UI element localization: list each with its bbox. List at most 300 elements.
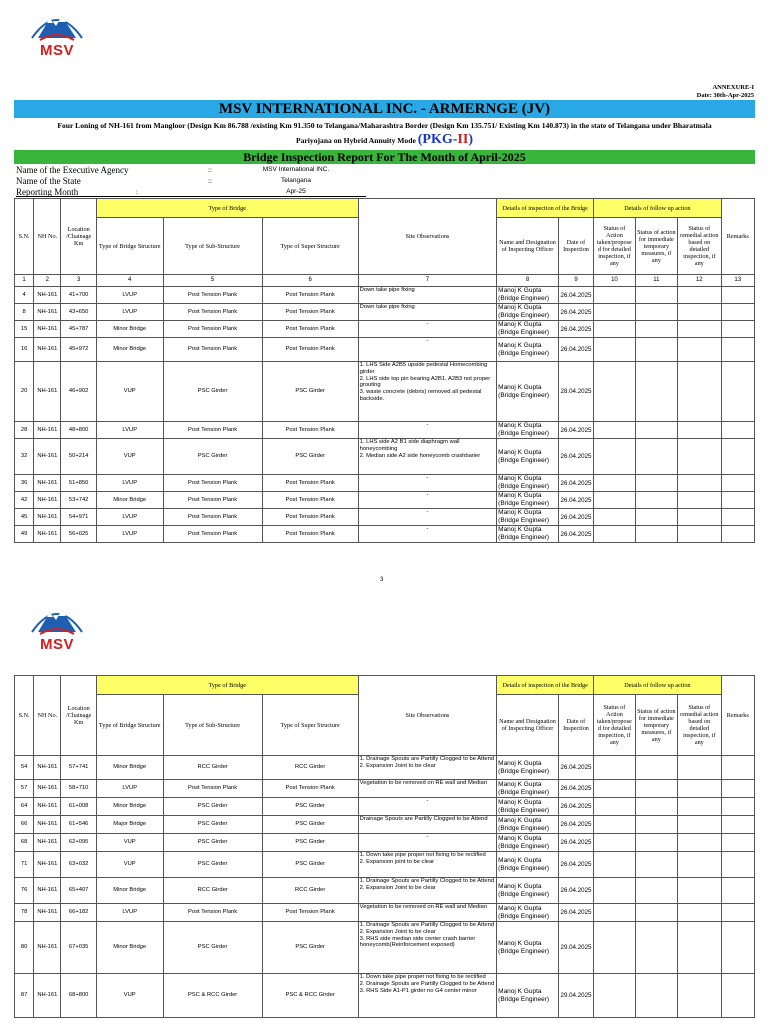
inspecting-officer-cell	[497, 974, 559, 1018]
col-followup: Details of follow up action	[594, 199, 721, 218]
site-observation-cell	[358, 816, 496, 834]
status-detailed-cell	[594, 362, 635, 422]
inspecting-officer-cell	[497, 816, 559, 834]
observation-line: 2. LHS side top pin bearing A2B1, A2B3 not proper grouting	[359, 375, 491, 389]
inspecting-officer-cell	[497, 338, 559, 362]
site-observation-cell	[358, 756, 496, 780]
observation-line: -	[426, 526, 429, 532]
site-observation-cell	[358, 509, 496, 526]
sub-structure-cell: Post Tension Plank	[163, 321, 262, 338]
inspection-date-cell: 26.04.2025	[558, 509, 593, 526]
chainage-cell: 53+742	[61, 492, 96, 509]
remarks-cell	[721, 362, 754, 422]
officer-name: Manoj K Gupta	[498, 904, 542, 912]
chainage-cell: 68+800	[61, 974, 96, 1018]
col-sub-structure: Type of Sub-Structure	[163, 218, 262, 275]
site-observation-cell	[358, 304, 496, 321]
status-detailed-cell	[594, 798, 635, 816]
status-temp-cell	[635, 321, 677, 338]
annexure-block	[697, 84, 754, 100]
status-temp-cell	[635, 834, 677, 852]
observation-line: 2. Expansion Joint to be clear	[359, 884, 436, 891]
status-temp-cell	[635, 922, 677, 974]
remarks-cell	[721, 974, 754, 1018]
nh-cell: NH-161	[34, 509, 61, 526]
status-remedial-cell	[678, 422, 721, 439]
status-temp-cell	[635, 878, 677, 904]
super-structure-cell: PSC Girder	[262, 798, 358, 816]
officer-designation: (Bridge Engineer)	[498, 912, 550, 920]
sub-structure-cell: RCC Girder	[163, 878, 262, 904]
officer-designation: (Bridge Engineer)	[498, 788, 550, 796]
officer-name: Manoj K Gupta	[498, 834, 542, 842]
status-remedial-cell	[678, 475, 721, 492]
officer-designation: (Bridge Engineer)	[498, 430, 550, 437]
status-detailed-cell	[594, 756, 635, 780]
remarks-cell	[721, 439, 754, 475]
sub-structure-cell: PSC Girder	[163, 852, 262, 878]
bridge-inspection-table-1	[14, 198, 755, 543]
nh-cell: NH-161	[34, 287, 61, 304]
observation-line: 3. RHS Side A1-P1 girder no G4 center minor	[359, 987, 477, 994]
nh-cell: NH-161	[34, 492, 61, 509]
column-number-row	[15, 275, 755, 287]
bridge-type-cell: LVUP	[96, 475, 163, 492]
officer-designation: (Bridge Engineer)	[498, 456, 550, 464]
observation-line: -	[426, 492, 429, 498]
chainage-cell: 62+095	[61, 834, 96, 852]
officer-designation: (Bridge Engineer)	[498, 534, 550, 541]
officer-designation: (Bridge Engineer)	[498, 295, 550, 302]
observation-line: 1. Drainage Spouts are Partilly Clogged to be Attend	[359, 922, 495, 928]
status-remedial-cell	[678, 509, 721, 526]
status-temp-cell	[635, 287, 677, 304]
sn-cell: 78	[15, 904, 34, 922]
site-observation-cell	[358, 834, 496, 852]
col-site-observations: Site Observations	[358, 676, 496, 756]
bridge-type-cell: Minor Bridge	[96, 492, 163, 509]
chainage-cell: 51+850	[61, 475, 96, 492]
status-temp-cell	[635, 756, 677, 780]
inspection-date-cell: 26.04.2025	[558, 780, 593, 798]
status-remedial-cell	[678, 878, 721, 904]
col-followup: Details of follow up action	[594, 676, 721, 695]
inspecting-officer-cell	[497, 475, 559, 492]
inspection-date-cell: 26.04.2025	[558, 475, 593, 492]
site-observation-cell	[358, 492, 496, 509]
inspecting-officer-cell	[497, 362, 559, 422]
observation-line: 1. Down take pipe proper not fixing to be rectified	[359, 852, 486, 858]
sub-structure-cell: PSC Girder	[163, 439, 262, 475]
status-detailed-cell	[594, 422, 635, 439]
site-observation-cell	[358, 321, 496, 338]
status-detailed-cell	[594, 475, 635, 492]
bridge-type-cell: LVUP	[96, 422, 163, 439]
observation-line: -	[426, 321, 429, 327]
remarks-cell	[721, 321, 754, 338]
super-structure-cell: PSC Girder	[262, 852, 358, 878]
col-nh: NH No.	[34, 676, 61, 756]
nh-cell: NH-161	[34, 780, 61, 798]
officer-designation: (Bridge Engineer)	[498, 864, 550, 872]
super-structure-cell: Post Tension Plank	[262, 475, 358, 492]
table-row	[15, 287, 755, 304]
annexure-date: Date: 30th-Apr-2025	[696, 92, 754, 99]
col-sn: S.N.	[15, 199, 34, 275]
column-number: 8	[497, 275, 559, 287]
status-detailed-cell	[594, 338, 635, 362]
site-observation-cell	[358, 475, 496, 492]
officer-designation: (Bridge Engineer)	[498, 767, 550, 775]
nh-cell: NH-161	[34, 878, 61, 904]
nh-cell: NH-161	[34, 321, 61, 338]
sn-cell: 28	[15, 422, 34, 439]
inspection-date-cell: 26.04.2025	[558, 338, 593, 362]
bridge-type-cell: Minor Bridge	[96, 338, 163, 362]
remarks-cell	[721, 492, 754, 509]
officer-designation: (Bridge Engineer)	[498, 806, 550, 814]
status-temp-cell	[635, 904, 677, 922]
chainage-cell: 61+546	[61, 816, 96, 834]
sub-structure-cell: Post Tension Plank	[163, 509, 262, 526]
observation-line: Down take pipe fixing	[359, 287, 415, 293]
site-observation-cell	[358, 974, 496, 1018]
site-observation-cell	[358, 362, 496, 422]
inspection-date-cell: 26.04.2025	[558, 816, 593, 834]
annexure-label: ANNEXURE-I	[712, 84, 754, 91]
officer-name: Manoj K Gupta	[498, 987, 542, 995]
super-structure-cell: Post Tension Plank	[262, 422, 358, 439]
chainage-cell: 56+025	[61, 526, 96, 543]
sub-structure-cell: Post Tension Plank	[163, 304, 262, 321]
info-month: Reporting Month : Apr-25	[16, 187, 366, 197]
inspecting-officer-cell	[497, 509, 559, 526]
sn-cell: 16	[15, 338, 34, 362]
chainage-cell: 65+407	[61, 878, 96, 904]
chainage-cell: 50+214	[61, 439, 96, 475]
sn-cell: 4	[15, 287, 34, 304]
super-structure-cell: PSC Girder	[262, 362, 358, 422]
table-row	[15, 321, 755, 338]
chainage-cell: 43+650	[61, 304, 96, 321]
observation-line: -	[426, 422, 429, 428]
column-number: 7	[358, 275, 496, 287]
table-row	[15, 798, 755, 816]
officer-designation: (Bridge Engineer)	[498, 483, 550, 490]
table-row	[15, 780, 755, 798]
officer-name: Manoj K Gupta	[498, 856, 542, 864]
table-row	[15, 756, 755, 780]
company-title: MSV INTERNATIONAL INC. - ARMERNGE (JV)	[14, 100, 755, 118]
site-observation-cell	[358, 439, 496, 475]
status-detailed-cell	[594, 304, 635, 321]
super-structure-cell: Post Tension Plank	[262, 304, 358, 321]
col-super-structure: Type of Super Structure	[262, 695, 358, 756]
super-structure-cell: Post Tension Plank	[262, 287, 358, 304]
chainage-cell: 63+032	[61, 852, 96, 878]
inspection-date-cell: 26.04.2025	[558, 321, 593, 338]
remarks-cell	[721, 287, 754, 304]
project-description: Four Loning of NH-161 from Mangloor (Design Km 86.788 /existing Km 91.350 to Telangana/Maharashtra Border (Design Km 135.751/ Existing Km 140.873) in the state of Telangana under Bharatmala	[57, 121, 712, 130]
col-status-temp: Status of action for immediate temporary measures, if any	[635, 695, 677, 756]
sn-cell: 80	[15, 922, 34, 974]
status-temp-cell	[635, 509, 677, 526]
chainage-cell: 66+182	[61, 904, 96, 922]
sn-cell: 87	[15, 974, 34, 1018]
remarks-cell	[721, 878, 754, 904]
super-structure-cell: PSC & RCC Girder	[262, 974, 358, 1018]
col-date: Date of Inspection	[558, 218, 593, 275]
table-row	[15, 852, 755, 878]
bridge-type-cell: Minor Bridge	[96, 321, 163, 338]
officer-name: Manoj K Gupta	[498, 422, 542, 430]
inspection-date-cell: 26.04.2025	[558, 422, 593, 439]
table-row	[15, 362, 755, 422]
table-row	[15, 338, 755, 362]
status-temp-cell	[635, 852, 677, 878]
officer-name: Manoj K Gupta	[498, 939, 542, 947]
remarks-cell	[721, 422, 754, 439]
super-structure-cell: Post Tension Plank	[262, 492, 358, 509]
observation-line: -	[426, 798, 429, 804]
company-logo-page2	[26, 598, 88, 656]
site-observation-cell	[358, 878, 496, 904]
super-structure-cell: Post Tension Plank	[262, 780, 358, 798]
bridge-type-cell: VUP	[96, 362, 163, 422]
col-inspection-details: Details of inspection of the Bridge	[497, 199, 594, 218]
inspection-date-cell: 26.04.2025	[558, 304, 593, 321]
sub-structure-cell: Post Tension Plank	[163, 526, 262, 543]
col-officer: Name and Designation of Inspecting Officer	[497, 218, 559, 275]
officer-designation: (Bridge Engineer)	[498, 329, 550, 336]
chainage-cell: 58+710	[61, 780, 96, 798]
status-detailed-cell	[594, 780, 635, 798]
remarks-cell	[721, 526, 754, 543]
status-temp-cell	[635, 338, 677, 362]
observation-line: 2. Expansion joint to be clear	[359, 858, 435, 865]
col-site-observations: Site Observations	[358, 199, 496, 275]
status-remedial-cell	[678, 974, 721, 1018]
status-temp-cell	[635, 475, 677, 492]
status-detailed-cell	[594, 509, 635, 526]
sub-structure-cell: Post Tension Plank	[163, 780, 262, 798]
chainage-cell: 45+972	[61, 338, 96, 362]
sn-cell: 57	[15, 780, 34, 798]
observation-line: 1. Drainage Spouts are Partilly Clogged to be Attend	[359, 756, 495, 762]
remarks-cell	[721, 509, 754, 526]
inspecting-officer-cell	[497, 304, 559, 321]
info-agency: Name of the Executive Agency :: MSV International INC.	[16, 165, 330, 175]
officer-designation: (Bridge Engineer)	[498, 842, 550, 850]
inspection-date-cell: 26.04.2025	[558, 798, 593, 816]
sn-cell: 54	[15, 756, 34, 780]
status-remedial-cell	[678, 904, 721, 922]
column-number: 13	[721, 275, 754, 287]
column-number: 3	[61, 275, 96, 287]
inspection-date-cell: 26.04.2025	[558, 904, 593, 922]
table-row	[15, 475, 755, 492]
table-row	[15, 304, 755, 321]
table-row	[15, 526, 755, 543]
site-observation-cell	[358, 338, 496, 362]
table-row	[15, 439, 755, 475]
company-logo	[26, 4, 88, 62]
col-bridge-structure: Type of Bridge Structure	[96, 695, 163, 756]
inspection-date-cell: 28.04.2025	[558, 362, 593, 422]
chainage-cell: 41+700	[61, 287, 96, 304]
sub-structure-cell: PSC Girder	[163, 798, 262, 816]
sub-structure-cell: Post Tension Plank	[163, 287, 262, 304]
remarks-cell	[721, 304, 754, 321]
status-detailed-cell	[594, 904, 635, 922]
sn-cell: 8	[15, 304, 34, 321]
status-temp-cell	[635, 816, 677, 834]
col-remarks: Remarks	[721, 676, 754, 756]
mountain-logo-icon	[26, 598, 88, 638]
col-bridge-structure: Type of Bridge Structure	[96, 218, 163, 275]
page-number: 3	[380, 577, 384, 583]
remarks-cell	[721, 922, 754, 974]
officer-designation: (Bridge Engineer)	[498, 995, 550, 1003]
status-detailed-cell	[594, 922, 635, 974]
observation-line: 1. Drainage Spouts are Partilly Clogged to be Attend	[359, 878, 495, 884]
site-observation-cell	[358, 798, 496, 816]
table-row	[15, 974, 755, 1018]
officer-designation: (Bridge Engineer)	[498, 349, 550, 357]
remarks-cell	[721, 780, 754, 798]
inspecting-officer-cell	[497, 526, 559, 543]
officer-name: Manoj K Gupta	[498, 492, 542, 500]
remarks-cell	[721, 852, 754, 878]
status-temp-cell	[635, 798, 677, 816]
nh-cell: NH-161	[34, 338, 61, 362]
status-remedial-cell	[678, 492, 721, 509]
nh-cell: NH-161	[34, 756, 61, 780]
inspection-date-cell: 29.04.2025	[558, 974, 593, 1018]
nh-cell: NH-161	[34, 362, 61, 422]
column-number: 11	[635, 275, 677, 287]
super-structure-cell: RCC Girder	[262, 878, 358, 904]
nh-cell: NH-161	[34, 439, 61, 475]
logo-text: MSV	[39, 636, 74, 653]
super-structure-cell: PSC Girder	[262, 834, 358, 852]
officer-designation: (Bridge Engineer)	[498, 500, 550, 507]
col-sub-structure: Type of Sub-Structure	[163, 695, 262, 756]
officer-name: Manoj K Gupta	[498, 759, 542, 767]
info-state: Name of the State :: Telangana	[16, 176, 311, 186]
officer-designation: (Bridge Engineer)	[498, 890, 550, 898]
site-observation-cell	[358, 422, 496, 439]
sub-structure-cell: RCC Girder	[163, 756, 262, 780]
inspection-date-cell: 26.04.2025	[558, 834, 593, 852]
package-label: (PKG-II)	[417, 132, 473, 147]
col-status-detailed: Status of Action taken/propose d for detailed inspection, if any	[594, 218, 635, 275]
officer-name: Manoj K Gupta	[498, 475, 542, 483]
column-number: 12	[678, 275, 721, 287]
col-type-of-bridge: Type of Bridge	[96, 199, 358, 218]
table-row	[15, 904, 755, 922]
status-temp-cell	[635, 439, 677, 475]
status-detailed-cell	[594, 492, 635, 509]
status-detailed-cell	[594, 439, 635, 475]
super-structure-cell: Post Tension Plank	[262, 338, 358, 362]
nh-cell: NH-161	[34, 852, 61, 878]
inspection-date-cell: 26.04.2025	[558, 439, 593, 475]
sn-cell: 64	[15, 798, 34, 816]
officer-name: Manoj K Gupta	[498, 321, 542, 329]
project-mode: Pariyojana on Hybrid Annuity Mode	[296, 136, 416, 145]
bridge-type-cell: Minor Bridge	[96, 922, 163, 974]
remarks-cell	[721, 816, 754, 834]
sub-structure-cell: PSC & RCC Girder	[163, 974, 262, 1018]
status-detailed-cell	[594, 974, 635, 1018]
table-row	[15, 509, 755, 526]
status-remedial-cell	[678, 321, 721, 338]
site-observation-cell	[358, 780, 496, 798]
inspecting-officer-cell	[497, 321, 559, 338]
inspecting-officer-cell	[497, 878, 559, 904]
status-remedial-cell	[678, 798, 721, 816]
status-temp-cell	[635, 304, 677, 321]
observation-line: -	[426, 338, 429, 344]
sn-cell: 71	[15, 852, 34, 878]
officer-designation: (Bridge Engineer)	[498, 391, 550, 399]
inspecting-officer-cell	[497, 780, 559, 798]
status-detailed-cell	[594, 287, 635, 304]
sub-structure-cell: Post Tension Plank	[163, 475, 262, 492]
bridge-type-cell: VUP	[96, 974, 163, 1018]
inspecting-officer-cell	[497, 287, 559, 304]
mountain-logo-icon	[26, 4, 88, 44]
super-structure-cell: Post Tension Plank	[262, 509, 358, 526]
nh-cell: NH-161	[34, 816, 61, 834]
status-temp-cell	[635, 526, 677, 543]
inspecting-officer-cell	[497, 798, 559, 816]
status-remedial-cell	[678, 338, 721, 362]
sn-cell: 15	[15, 321, 34, 338]
super-structure-cell: PSC Girder	[262, 439, 358, 475]
inspecting-officer-cell	[497, 756, 559, 780]
bridge-type-cell: VUP	[96, 852, 163, 878]
inspecting-officer-cell	[497, 492, 559, 509]
remarks-cell	[721, 756, 754, 780]
table-row	[15, 878, 755, 904]
inspecting-officer-cell	[497, 422, 559, 439]
remarks-cell	[721, 475, 754, 492]
officer-name: Manoj K Gupta	[498, 304, 542, 312]
remarks-cell	[721, 904, 754, 922]
officer-name: Manoj K Gupta	[498, 509, 542, 517]
bridge-type-cell: Minor Bridge	[96, 878, 163, 904]
inspecting-officer-cell	[497, 834, 559, 852]
status-remedial-cell	[678, 362, 721, 422]
status-temp-cell	[635, 362, 677, 422]
officer-name: Manoj K Gupta	[498, 526, 542, 534]
site-observation-cell	[358, 922, 496, 974]
status-remedial-cell	[678, 852, 721, 878]
observation-line: -	[426, 834, 429, 840]
sn-cell: 36	[15, 475, 34, 492]
bridge-type-cell: VUP	[96, 834, 163, 852]
bridge-type-cell: LVUP	[96, 904, 163, 922]
bridge-type-cell: Minor Bridge	[96, 756, 163, 780]
status-remedial-cell	[678, 304, 721, 321]
inspecting-officer-cell	[497, 439, 559, 475]
bridge-type-cell: LVUP	[96, 526, 163, 543]
logo-text: MSV	[39, 42, 74, 59]
col-nh: NH No.	[34, 199, 61, 275]
observation-line: -	[426, 475, 429, 481]
